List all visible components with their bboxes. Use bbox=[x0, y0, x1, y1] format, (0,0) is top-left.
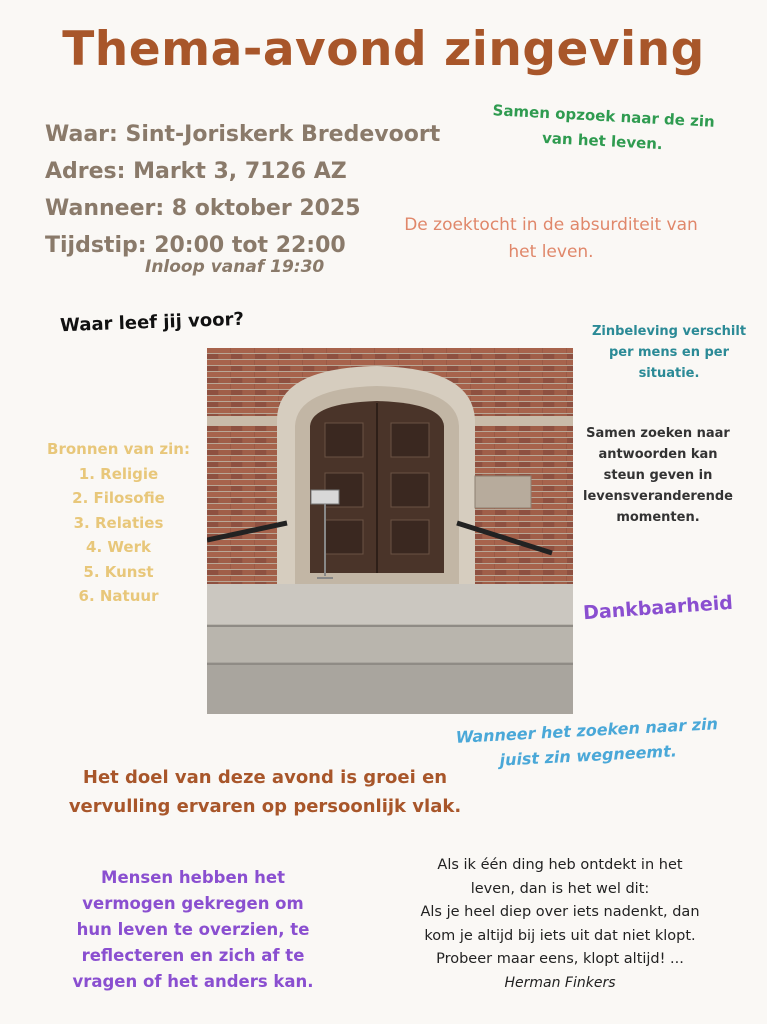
note-dankbaarheid: Dankbaarheid bbox=[582, 591, 734, 625]
note-line: situatie. bbox=[638, 366, 700, 381]
note-line: juist zin wegneemt. bbox=[499, 741, 678, 770]
note-line: momenten. bbox=[616, 510, 700, 525]
note-line: Samen opzoek naar de zin bbox=[492, 101, 716, 131]
quote-line: Als ik één ding heb ontdekt in het bbox=[437, 857, 683, 873]
event-info bbox=[45, 116, 440, 264]
info-time: Tijdstip: 20:00 tot 22:00 bbox=[45, 233, 346, 258]
note-line: Het doel van deze avond is groei en bbox=[82, 767, 448, 788]
note-teal bbox=[574, 321, 764, 384]
note-line: Mensen hebben het bbox=[101, 868, 285, 887]
info-walk-in: Inloop vanaf 19:30 bbox=[145, 257, 325, 277]
note-blue bbox=[449, 711, 726, 775]
note-line: hun leven te overzien, te bbox=[76, 920, 310, 939]
quote-line: leven, dan is het wel dit: bbox=[470, 880, 650, 897]
list-item: 4. Werk bbox=[86, 538, 151, 556]
goal-statement bbox=[40, 763, 490, 821]
note-line: Zinbeleving verschilt bbox=[591, 324, 747, 339]
quote-line: Als je heel diep over iets nadenkt, dan bbox=[420, 904, 700, 920]
list-item: 6. Natuur bbox=[78, 587, 159, 605]
quote-line: kom je altijd bij iets uit dat niet klopt. bbox=[424, 927, 696, 944]
page-title: Thema-avond zingeving bbox=[62, 22, 705, 77]
note-line: per mens en per bbox=[608, 345, 730, 360]
note-orange bbox=[386, 212, 716, 266]
note-line: levensveranderende bbox=[582, 489, 733, 504]
note-line: steun geven in bbox=[603, 468, 713, 483]
note-green bbox=[467, 97, 739, 161]
list-item: 5. Kunst bbox=[83, 562, 154, 581]
info-date: Wanneer: 8 oktober 2025 bbox=[45, 196, 361, 221]
note-line: antwoorden kan bbox=[598, 447, 718, 462]
question-heading: Waar leef jij voor? bbox=[59, 308, 245, 337]
quote-block bbox=[395, 854, 725, 995]
quote-author: Herman Finkers bbox=[504, 974, 616, 991]
quote-line: Probeer maar eens, klopt altijd! ... bbox=[436, 951, 684, 967]
list-item: 2. Filosofie bbox=[72, 489, 165, 507]
note-line: vragen of het anders kan. bbox=[72, 972, 314, 991]
note-line: vervulling ervaren op persoonlijk vlak. bbox=[68, 796, 462, 817]
note-dark bbox=[578, 423, 738, 528]
note-line: Samen zoeken naar bbox=[586, 426, 730, 441]
note-line: De zoektocht in de absurditeit van bbox=[404, 215, 698, 235]
sources-heading: Bronnen van zin: bbox=[47, 440, 190, 458]
note-line: het leven. bbox=[508, 242, 594, 262]
note-line: vermogen gekregen om bbox=[82, 894, 304, 913]
church-door-photo bbox=[207, 348, 573, 714]
note-line: van het leven. bbox=[541, 128, 664, 154]
info-location: Waar: Sint-Joriskerk Bredevoort bbox=[45, 122, 441, 147]
note-line: reflecteren en zich af te bbox=[81, 946, 305, 965]
note-line: Wanneer het zoeken naar zin bbox=[455, 714, 719, 747]
list-item: 3. Relaties bbox=[73, 513, 164, 532]
note-purple bbox=[58, 865, 328, 995]
sources-list bbox=[36, 437, 201, 609]
info-address: Adres: Markt 3, 7126 AZ bbox=[45, 159, 347, 184]
list-item: 1. Religie bbox=[78, 464, 159, 483]
